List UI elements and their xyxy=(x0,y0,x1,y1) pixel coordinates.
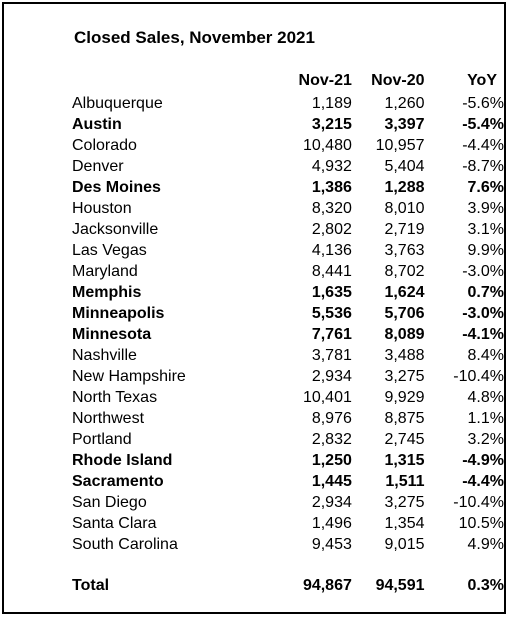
table-body xyxy=(72,93,504,555)
table-row xyxy=(72,471,504,492)
row-nov20: 9,015 xyxy=(384,536,425,553)
total-label: Total xyxy=(72,577,110,594)
header-city xyxy=(72,68,221,93)
table-row xyxy=(72,450,504,471)
row-yoy: -4.4% xyxy=(462,137,504,154)
row-nov21: 10,401 xyxy=(302,389,352,406)
row-nov21: 2,802 xyxy=(311,221,352,238)
row-nov21: 9,453 xyxy=(311,536,352,553)
row-nov20: 3,488 xyxy=(384,347,425,364)
row-nov20: 9,929 xyxy=(384,389,425,406)
row-yoy: -3.0% xyxy=(462,305,504,322)
row-yoy: 7.6% xyxy=(467,179,504,196)
row-nov20: 3,275 xyxy=(384,494,425,511)
row-yoy: 1.1% xyxy=(467,410,504,427)
table-row xyxy=(72,429,504,450)
table-row xyxy=(72,198,504,219)
row-city: Northwest xyxy=(72,410,145,427)
row-city: Denver xyxy=(72,158,124,175)
row-nov20: 3,763 xyxy=(384,242,425,259)
row-nov21: 5,536 xyxy=(311,305,352,322)
table-row xyxy=(72,93,504,114)
row-city: Memphis xyxy=(72,284,142,301)
row-city: Santa Clara xyxy=(72,515,157,532)
header-row xyxy=(72,68,504,93)
row-yoy: -10.4% xyxy=(453,494,504,511)
row-nov20: 8,875 xyxy=(384,410,425,427)
total-yoy: 0.3% xyxy=(467,577,504,594)
total-row xyxy=(72,575,504,596)
closed-sales-table xyxy=(72,68,504,596)
row-nov21: 10,480 xyxy=(302,137,352,154)
row-yoy: 4.8% xyxy=(467,389,504,406)
row-city: Jacksonville xyxy=(72,221,159,238)
row-city: Nashville xyxy=(72,347,137,364)
row-nov20: 8,702 xyxy=(384,263,425,280)
row-city: Rhode Island xyxy=(72,452,173,469)
row-city: Houston xyxy=(72,200,132,217)
row-city: San Diego xyxy=(72,494,147,511)
total-nov20: 94,591 xyxy=(375,577,425,594)
row-nov21: 4,932 xyxy=(311,158,352,175)
table-row xyxy=(72,408,504,429)
row-nov20: 5,404 xyxy=(384,158,425,175)
row-nov20: 8,089 xyxy=(384,326,425,343)
row-city: Las Vegas xyxy=(72,242,147,259)
row-city: Austin xyxy=(72,116,122,133)
row-nov21: 2,934 xyxy=(311,368,352,385)
table-row xyxy=(72,240,504,261)
table-title: Closed Sales, November 2021 xyxy=(74,28,315,47)
row-nov20: 1,511 xyxy=(385,473,425,490)
table-row xyxy=(72,387,504,408)
table-row xyxy=(72,513,504,534)
table-row xyxy=(72,534,504,555)
row-city: North Texas xyxy=(72,389,158,406)
row-yoy: 3.2% xyxy=(467,431,504,448)
row-nov21: 2,832 xyxy=(311,431,352,448)
row-nov20: 3,275 xyxy=(384,368,425,385)
row-nov21: 1,496 xyxy=(311,515,352,532)
row-nov20: 1,354 xyxy=(384,515,425,532)
row-nov20: 2,719 xyxy=(384,221,425,238)
row-city: Minneapolis xyxy=(72,305,165,322)
table-row xyxy=(72,219,504,240)
table-row xyxy=(72,114,504,135)
total-nov21: 94,867 xyxy=(302,577,352,594)
table-row xyxy=(72,345,504,366)
row-nov21: 1,635 xyxy=(311,284,352,301)
row-nov20: 1,260 xyxy=(384,95,425,112)
table-row xyxy=(72,282,504,303)
table-row xyxy=(72,303,504,324)
row-yoy: 4.9% xyxy=(467,536,504,553)
row-nov21: 2,934 xyxy=(311,494,352,511)
table-row xyxy=(72,135,504,156)
row-city: Colorado xyxy=(72,137,137,154)
row-yoy: -5.4% xyxy=(462,116,504,133)
row-yoy: 0.7% xyxy=(467,284,504,301)
row-nov21: 1,250 xyxy=(311,452,352,469)
row-yoy: 9.9% xyxy=(467,242,504,259)
row-yoy: 3.9% xyxy=(467,200,504,217)
row-city: Albuquerque xyxy=(72,95,163,112)
row-nov20: 2,745 xyxy=(384,431,425,448)
row-nov21: 1,386 xyxy=(311,179,352,196)
row-nov21: 8,976 xyxy=(311,410,352,427)
row-yoy: -4.9% xyxy=(462,452,504,469)
row-nov21: 3,215 xyxy=(311,116,352,133)
row-yoy: 3.1% xyxy=(467,221,504,238)
row-nov21: 4,136 xyxy=(311,242,352,259)
header-yoy: YoY xyxy=(467,72,497,89)
row-city: Portland xyxy=(72,431,132,448)
row-nov21: 3,781 xyxy=(311,347,352,364)
row-nov20: 10,957 xyxy=(375,137,425,154)
row-yoy: 8.4% xyxy=(467,347,504,364)
row-nov21: 8,441 xyxy=(311,263,352,280)
row-nov20: 1,624 xyxy=(384,284,425,301)
row-nov21: 8,320 xyxy=(311,200,352,217)
row-city: Maryland xyxy=(72,263,138,280)
row-nov20: 1,315 xyxy=(384,452,425,469)
row-city: New Hampshire xyxy=(72,368,186,385)
row-yoy: -5.6% xyxy=(462,95,504,112)
spacer-row xyxy=(72,555,504,575)
row-city: Minnesota xyxy=(72,326,152,343)
row-nov21: 1,189 xyxy=(311,95,352,112)
row-yoy: -8.7% xyxy=(462,158,504,175)
table-row xyxy=(72,261,504,282)
table-row xyxy=(72,366,504,387)
row-yoy: -4.1% xyxy=(462,326,504,343)
table-row xyxy=(72,156,504,177)
header-nov21: Nov-21 xyxy=(298,72,352,89)
row-yoy: 10.5% xyxy=(458,515,504,532)
row-yoy: -4.4% xyxy=(462,473,504,490)
row-nov21: 1,445 xyxy=(311,473,352,490)
table-frame xyxy=(2,2,506,614)
table-row xyxy=(72,492,504,513)
row-nov20: 3,397 xyxy=(384,116,425,133)
row-yoy: -3.0% xyxy=(462,263,504,280)
row-city: Des Moines xyxy=(72,179,161,196)
row-yoy: -10.4% xyxy=(453,368,504,385)
row-nov21: 7,761 xyxy=(311,326,352,343)
table-row xyxy=(72,177,504,198)
row-nov20: 1,288 xyxy=(384,179,425,196)
row-nov20: 8,010 xyxy=(384,200,425,217)
row-city: Sacramento xyxy=(72,473,164,490)
row-city: South Carolina xyxy=(72,536,178,553)
header-nov20: Nov-20 xyxy=(371,72,425,89)
table-row xyxy=(72,324,504,345)
row-nov20: 5,706 xyxy=(384,305,425,322)
